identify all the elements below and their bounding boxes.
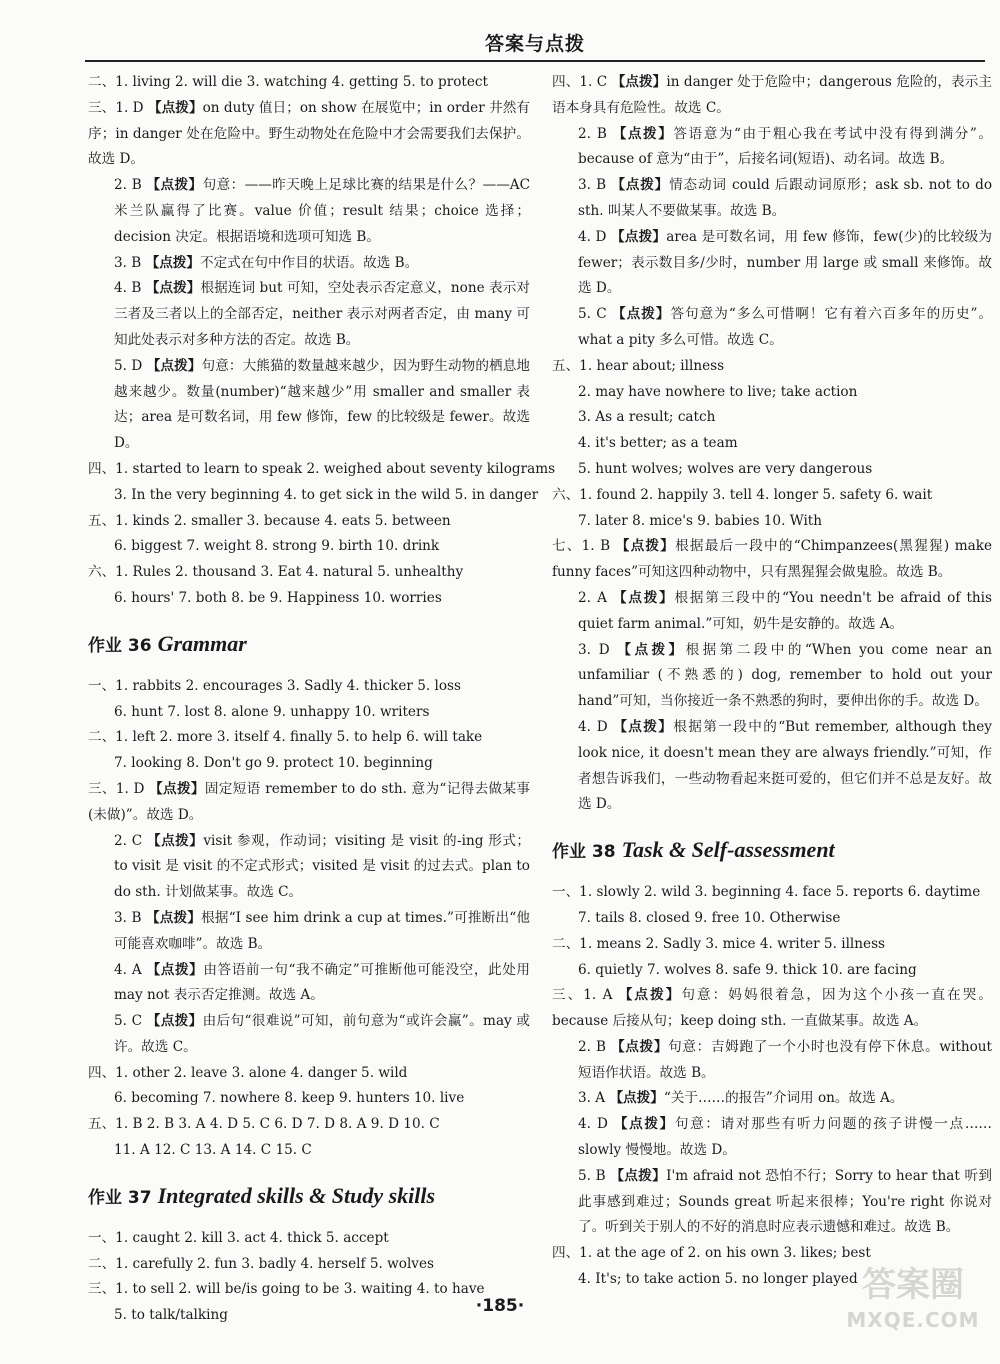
- left-column: [88, 70, 556, 1329]
- answer-line: 二、1. carefully 2. fun 3. badly 4. herself 5. wolves: [88, 1255, 434, 1272]
- answer-line: 4. It's; to take action 5. no longer played: [578, 1271, 858, 1288]
- answer-line: 二、1. living 2. will die 3. watching 4. getting 5. to protect: [88, 74, 488, 90]
- answer-line: 六、1. found 2. happily 3. tell 4. longer 5. safety 6. wait: [552, 486, 933, 503]
- answer-item: 三、1. D 【点拨】固定短语 remember to do sth. 意为“记得去做某事(未做)”。故选 D。: [88, 780, 531, 823]
- answer-item: 5. C 【点拨】答句意为“多么可惜啊！它有着六百多年的历史”。what a pity 多么可惜。故选 C。: [578, 306, 993, 348]
- answer-line: 五、1. kinds 2. smaller 3. because 4. eats 5. between: [88, 512, 451, 529]
- page-number: ·185·: [475, 1296, 525, 1316]
- answer-item: 2. B 【点拨】句意：——昨天晚上足球比赛的结果是什么？——AC 米兰队赢得了比赛。value 价值；result 结果；choice 选择；decision 决定。根据语境和选项可知选 B。: [114, 177, 530, 245]
- answer-line: 6. becoming 7. nowhere 8. keep 9. hunters 10. live: [114, 1090, 465, 1107]
- page-header: [85, 30, 985, 62]
- section-heading-37: 作业 37 Integrated skills & Study skills: [88, 1182, 436, 1208]
- answer-item: 4. D 【点拨】句意：请对那些有听力问题的孩子讲慢一点……slowly 慢慢地。故选 D。: [578, 1116, 993, 1159]
- answer-item: 七、1. B 【点拨】根据最后一段中的“Chimpanzees(黑猩猩) make funny faces”可知这四种动物中，只有黑猩猩会做鬼脸。故选 B。: [552, 538, 992, 581]
- answer-line: 5. hunt wolves; wolves are very dangerous: [578, 460, 873, 477]
- header-title: 答案与点拨: [484, 33, 585, 55]
- answer-line: 三、1. to sell 2. will be/is going to be 3. waiting 4. to have: [88, 1281, 485, 1298]
- answer-item: 2. A 【点拨】根据第三段中的“You needn't be afraid of this quiet farm animal.”可知，奶牛是安静的。故选 A。: [578, 589, 993, 632]
- answer-line: 6. hours' 7. both 8. be 9. Happiness 10. worries: [114, 589, 442, 606]
- answer-line: 一、1. slowly 2. wild 3. beginning 4. face 5. reports 6. daytime: [552, 884, 981, 901]
- answer-line: 5. to talk/talking: [114, 1307, 228, 1324]
- watermark-logo: 答案圈 MXQE.COM: [846, 1265, 980, 1332]
- answer-line: 7. tails 8. closed 9. free 10. Otherwise: [578, 909, 841, 926]
- answer-line: 六、1. Rules 2. thousand 3. Eat 4. natural 5. unhealthy: [88, 564, 464, 581]
- section-heading-36: 作业 36 Grammar: [88, 630, 247, 656]
- answer-line: 四、1. at the age of 2. on his own 3. likes; best: [552, 1245, 871, 1262]
- answer-item: 2. B 【点拨】句意：吉姆跑了一个小时也没有停下休息。without 短语作状语。故选 B。: [578, 1038, 993, 1081]
- answer-item: 3. B 【点拨】情态动词 could 后跟动词原形；ask sb. not to do sth. 叫某人不要做某事。故选 B。: [578, 177, 993, 219]
- answer-line: 五、1. hear about; illness: [552, 357, 725, 374]
- answer-item: 2. C 【点拨】visit 参观，作动词；visiting 是 visit 的-ing 形式；to visit 是 visit 的不定式形式；visited 是 visit 的过去式。plan to do sth. 计划做某事。故选 C。: [114, 832, 531, 901]
- answer-line: 五、1. B 2. B 3. A 4. D 5. C 6. D 7. D 8. A 9. D 10. C: [88, 1116, 440, 1133]
- answer-line: 3. In the very beginning 4. to get sick in the wild 5. in danger: [114, 486, 539, 503]
- answer-item: 四、1. C 【点拨】in danger 处于危险中；dangerous 危险的，表示主语本身具有危险性。故选 C。: [552, 74, 993, 116]
- answer-line: 6. hunt 7. lost 8. alone 9. unhappy 10. writers: [114, 703, 430, 720]
- answer-line: 3. As a result; catch: [578, 409, 716, 426]
- answer-item: 3. A 【点拨】“关于……的报告”介词用 on。故选 A。: [578, 1090, 904, 1107]
- answer-item: 3. B 【点拨】不定式在句中作目的状语。故选 B。: [114, 254, 419, 271]
- answer-line: 7. looking 8. Don't go 9. protect 10. beginning: [114, 755, 433, 772]
- answer-line: 11. A 12. C 13. A 14. C 15. C: [114, 1142, 312, 1159]
- answer-item: 2. B 【点拨】答语意为“由于粗心我在考试中没有得到满分”。because of 意为“由于”，后接名词(短语)、动名词。故选 B。: [578, 125, 992, 168]
- answer-item: 4. D 【点拨】根据第一段中的“But remember, although they look nice, it doesn't mean they are always friendly.”可知，作者想告诉我们，一些动物看起来挺可爱的，但它们并不总是友好。故选 D。: [578, 718, 992, 813]
- answer-item: 3. B 【点拨】根据“I see him drink a cup at times.”可推断出“他可能喜欢咖啡”。故选 B。: [114, 909, 530, 952]
- answer-item: 4. A 【点拨】由答语前一句“我不确定”可推断他可能没空，此处用 may not 表示否定推测。故选 A。: [114, 961, 530, 1004]
- answer-line: 7. later 8. mice's 9. babies 10. With: [578, 512, 823, 529]
- answer-line: 4. it's better; as a team: [578, 435, 738, 452]
- answer-item: 5. C 【点拨】由后句“很难说”可知，前句意为“或许会赢”。may 或许。故选 C。: [114, 1013, 531, 1055]
- answer-item: 4. D 【点拨】area 是可数名词，用 few 修饰，few(少)的比较级为 fewer；表示数目多/少时，number 用 large 或 small 来修饰。故选 D。: [578, 228, 993, 297]
- answer-item: 3. D 【点拨】根据第二段中的“When you come near an unfamiliar (不熟悉的) dog, remember to hold out your hand”可知，当你接近一条不熟悉的狗时，要伸出你的手。故选 D。: [578, 641, 993, 710]
- answer-item: 5. B 【点拨】I'm afraid not 恐怕不行；Sorry to hear that 听到此事感到难过；Sounds great 听起来很棒；You're right 你说对了。听到关于别人的不好的消息时应表示遗憾和难过。故选 B。: [578, 1167, 993, 1236]
- answer-line: 二、1. left 2. more 3. itself 4. finally 5. to help 6. will take: [88, 729, 483, 746]
- answer-line: 二、1. means 2. Sadly 3. mice 4. writer 5. illness: [552, 935, 886, 952]
- answer-line: 四、1. other 2. leave 3. alone 4. danger 5. wild: [88, 1064, 408, 1081]
- answer-item: 5. D 【点拨】句意：大熊猫的数量越来越少，因为野生动物的栖息地越来越少。数量(number)“越来越少”用 smaller and smaller 表达；area 是可数名词，用 few 修饰，few 的比较级是 fewer。故选 D。: [114, 357, 531, 452]
- answer-line: 2. may have nowhere to live; take action: [578, 383, 858, 400]
- answer-line: 一、1. caught 2. kill 3. act 4. thick 5. accept: [88, 1229, 389, 1246]
- right-column: [552, 70, 992, 1293]
- answer-item: 三、1. A 【点拨】句意：妈妈很着急，因为这个小孩一直在哭。because 后接从句；keep doing sth. 一直做某事。故选 A。: [552, 987, 993, 1030]
- answer-line: 四、1. started to learn to speak 2. weighed about seventy kilograms: [88, 460, 556, 477]
- answer-line: 6. quietly 7. wolves 8. safe 9. thick 10. are facing: [578, 961, 917, 978]
- section-heading-38: 作业 38 Task & Self-assessment: [552, 837, 835, 863]
- answer-line: 6. biggest 7. weight 8. strong 9. birth 10. drink: [114, 538, 440, 555]
- answer-item: 三、1. D 【点拨】on duty 值日；on show 在展览中；in order 井然有序；in danger 处在危险中。野生动物处在危险中才会需要我们去保护。故选 D。: [88, 99, 531, 168]
- answer-item: 4. B 【点拨】根据连词 but 可知，空处表示否定意义，none 表示对三者及三者以上的全部否定，neither 表示对两者否定，由 many 可知此处表示对多种方法的否定。故选 B。: [114, 280, 530, 348]
- answer-line: 一、1. rabbits 2. encourages 3. Sadly 4. thicker 5. loss: [88, 677, 461, 694]
